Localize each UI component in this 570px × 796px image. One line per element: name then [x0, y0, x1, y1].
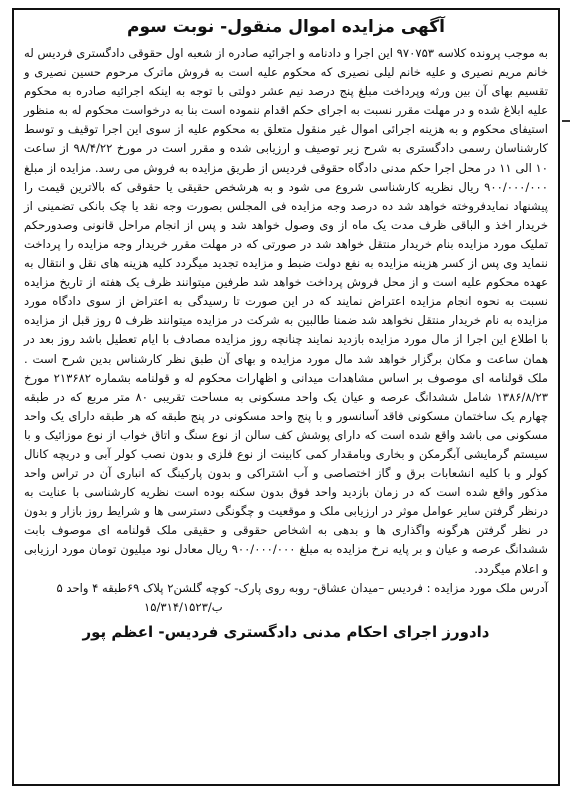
margin-mark	[562, 120, 570, 122]
notice-title: آگهی مزایده اموال منقول- نوبت سوم	[127, 17, 445, 37]
notice-body: به موجب پرونده کلاسه ۹۷۰۷۵۳ این اجرا و دادنامه و اجرائیه صادره از شعبه اول حقوقی دادگستری فردیس له خانم مریم نصیری و علیه خانم لیلی نصیری که محکوم علیه است به فروش ماترک مرحوم حسین نصیری و تقسیم بهای آن بین ورثه وپرداخت مبلغ پنج درصد نیم عشر دولتی با توجه به اینکه اجرائیه صادره به محکوم علیه ابلاغ شده و در مهلت مقرر نسبت به اجرای حکم اقدام ننموده است بنا به درخواست محکوم له به منظور استیفای محکوم و به هزینه اجرائی اموال غیر منقول متعلق به محکوم علیه از سوی این اجرا توقیف و توسط کارشناسان رسمی دادگستری به شرح زیر توصیف و ارزیابی شده و مقرر است در مورخ ۹۸/۴/۲۲ از ساعت ۱۰ الی ۱۱ در محل اجرا حکم مدنی دادگاه حقوقی فردیس از طریق مزایده به فروش می رسد. مزایده از مبلغ ۹۰۰/۰۰۰/۰۰۰ ریال نظریه کارشناسی شروع می شود و به هرشخص حقیقی یا حقوقی که بالاترین قیمت را پیشنهاد نمایدفروخته خواهد شد ده درصد وجه مزایده فی المجلس بصورت وجه نقد یا چک بانکی تضمینی از خریدار اخذ و الباقی ظرف مدت یک ماه از وی وصول خواهد شد و پس از انجام مراحل قانونی وصدورحکم تملیک مورد مزایده بنام خریدار منتقل خواهد شد در صورتی که در مهلت مقرر خریدار وجه مزایده را پرداخت ننماید وی پس از کسر هزینه مزایده به نفع دولت ضبط و مزایده تجدید میگردد کلیه هزینه های نقل و انتقال به عهده محکوم علیه است و از محل فروش پرداخت خواهد شد طرفین میتوانند ظرف یک هفته از تاریخ مزایده نسبت به نحوه انجام مزایده اعتراض نمایند که در این صورت تا رسیدگی به اعتراض از سوی دادگاه مورد مزایده به نام خریدار منتقل نخواهد شد ضمنا طالبین به شرکت در مزایده میتوانند ظرف ۵ روز قبل از مزایده با اطلاع این اجرا از مال مورد مزایده بازدید نمایند چنانچه روز مزایده مصادف با ایام تعطیل باشد روز بعد در همان ساعت و مکان برگزار خواهد شد مال مورد مزایده و بهای آن طبق نظر کارشناس بدین شرح است . ملک قولنامه ای موصوف بر اساس مشاهدات میدانی و اظهارات محکوم له و قولنامه بشماره ۲۱۳۶۸۲ مورخ ۱۳۸۶/۸/۲۳ شامل ششدانگ عرصه و عیان یک واحد مسکونی به مساحت تقریبی ۸۰ متر مربع که در طبقه چهارم یک ساختمان مسکونی فاقد آسانسور و با پنج واحد مسکونی در پنج طبقه که هر طبقه دارای یک واحد مسکونی می باشد واقع شده است که دارای پوشش کف سالن از نوع سنگ و اتاق خواب از نوع موزائیک و با سیستم گرمایشی آبگرمکن و بخاری وبامقدار کمی کابینت از نوع فلزی و بدون نصب کولر آبی و دریچه کانال کولر و با کلیه انشعابات برق و گاز اختصاصی و آب اشتراکی و بدون پارکینگ که انباری آن در تراس واحد مذکور واقع شده است که در زمان بازدید واحد فوق بدون سکنه بوده است نظریه کارشناسی با عنایت به درنظر گرفتن سایر عوامل موثر در ارزیابی ملک و موقعیت و چگونگی دسترسی ها و شرایط روز بازار و بدون در نظر گرفتن هرگونه واگذاری ها و بدهی به اشخاص حقوقی و حقیقی ملک قولنامه ای موصوف بابت ششدانگ عرصه و عیان و بر پایه نرخ مزایده به مبلغ ۹۰۰/۰۰۰/۰۰۰ ریال معادل نود میلیون تومان مورد ارزیابی و اعلام میگردد.	[24, 46, 548, 576]
reference-number: ۱۵/۳۱۴/ب/۱۵۲۳	[144, 599, 223, 614]
property-address: آدرس ملک مورد مزایده : فردیس –میدان عشاق- روبه روی پارک- کوچه گلشن۲ پلاک ۶۹طبقه ۴ واحد ۵	[56, 580, 548, 595]
signature-line: دادورز اجرای احکام مدنی دادگستری فردیس- اعظم پور	[82, 622, 490, 641]
notice-frame	[12, 8, 560, 786]
